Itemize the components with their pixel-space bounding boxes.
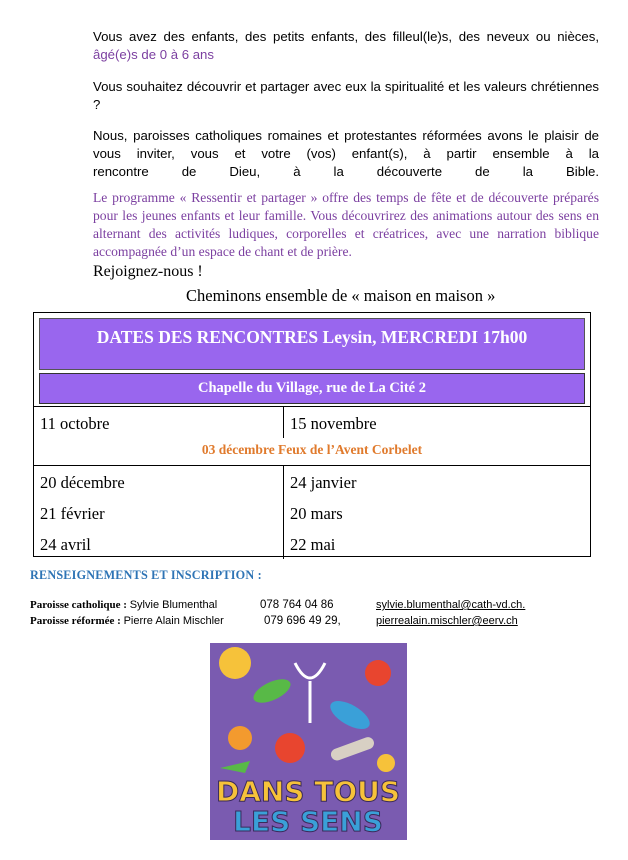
dates-group-bottom [34,465,590,559]
walk-together-text: Cheminons ensemble de « maison en maison » [186,286,496,305]
contact-phone: 079 696 49 29, [264,615,341,627]
invitation-text-last-line: rencontre de Dieu, à la découverte de la Bible. [93,164,599,179]
parish-label: Paroisse réformée : [30,615,124,627]
location-row: Chapelle du Village, rue de La Cité 2 [39,373,585,404]
invitation-text: Nous, paroisses catholiques romaines et protestantes réformées avons le plaisir de vous inviter, vous et votre (vos) enfant(s), à partir ensemble à la [93,128,599,161]
contact-catholic [30,599,217,611]
parish-label: Paroisse catholique : [30,599,130,611]
dates-group-top [34,406,590,438]
contact-reformed [30,615,224,627]
dans-tous-les-sens-artwork [210,643,407,840]
fruit-icon [228,726,252,750]
artwork-title-line2: LES SENS [233,805,383,838]
date-cell: 20 décembre [34,466,284,497]
date-cell: 20 mars [290,504,343,523]
special-event: 03 décembre Feux de l’Avent Corbelet [201,442,423,457]
table-row [34,528,590,559]
info-title: RENSEIGNEMENTS ET INSCRIPTION : [30,568,262,582]
table-header: DATES DES RENCONTRES Leysin, MERCREDI 17h00 [39,318,585,370]
intro-p1-text: Vous avez des enfants, des petits enfants, des filleul(le)s, des neveux ou nièces, [93,29,599,44]
intro-paragraph-children [93,28,599,64]
date-cell: 15 novembre [290,414,377,433]
date-cell: 11 octobre [34,407,284,438]
meetings-table [33,312,591,557]
contact-email-link[interactable]: sylvie.blumenthal@cath-vd.ch. [376,599,526,611]
intro-paragraph-spirituality: Vous souhaitez découvrir et partager avec eux la spiritualité et les valeurs chrétiennes ? [93,79,599,112]
contact-phone: 078 764 04 86 [260,599,334,611]
fruit-icon [377,754,395,772]
date-cell: 22 mai [290,535,336,554]
program-description: Le programme « Ressentir et partager » offre des temps de fête et de découverte préparés pour les jeunes enfants et leur famille. Vous découvrirez des animations autour des sens en alternant des activités ludiques, corporelles et créatrices, avec une narration biblique accompagnée d’un espace de chant et de prière. [93,190,599,259]
table-row [34,466,590,497]
fruit-icon [219,647,251,679]
intro-paragraph-invitation [93,127,599,181]
date-cell: 21 février [34,497,284,528]
age-highlight: âgé(e)s de 0 à 6 ans [93,47,214,62]
artwork-title [216,775,400,838]
fruit-icon [365,660,391,686]
contact-email-link[interactable]: pierrealain.mischler@eerv.ch [376,615,518,627]
artwork-title-line1: DANS TOUS [215,775,401,808]
join-us-text: Rejoignez-nous ! [93,263,203,280]
contact-name: Sylvie Blumenthal [129,599,218,611]
date-cell: 24 avril [34,528,284,559]
drum-icon [275,733,305,763]
table-row [34,497,590,528]
table-row [34,407,590,438]
contact-name: Pierre Alain Mischler [123,615,224,627]
date-cell: 24 janvier [290,473,357,492]
artwork-illustration [210,643,407,840]
